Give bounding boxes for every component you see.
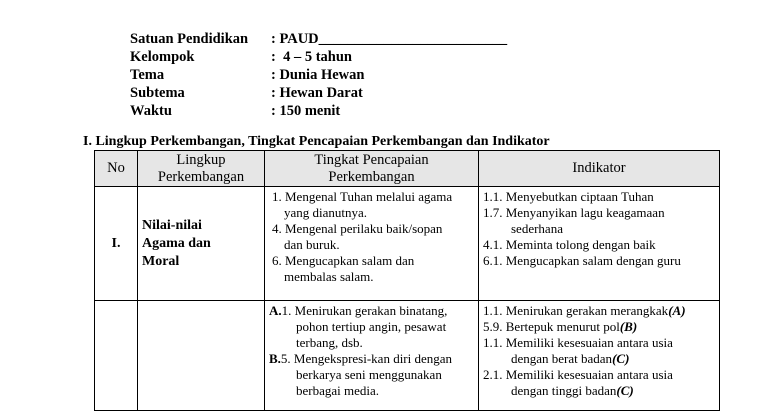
tingkat-item-cont: berkarya seni menggunakan xyxy=(296,367,442,382)
row-indikator xyxy=(479,187,720,301)
meta-value: : 4 – 5 tahun xyxy=(271,49,352,65)
indikator-item-cont: dengan tinggi badan(C) xyxy=(511,383,634,398)
meta-row xyxy=(130,66,507,84)
document-meta xyxy=(130,30,507,120)
tingkat-item-cont: dan buruk. xyxy=(284,237,340,252)
header-lingkup: Lingkup Perkembangan xyxy=(138,151,265,187)
meta-label: Tema xyxy=(130,67,165,83)
header-indikator: Indikator xyxy=(479,151,720,187)
meta-label: Subtema xyxy=(130,85,185,101)
row-indikator xyxy=(479,301,720,411)
header-no: No xyxy=(95,151,138,187)
row-no: I. xyxy=(95,187,138,301)
indikator-item-cont: dengan berat badan(C) xyxy=(511,351,630,366)
row-tingkat xyxy=(265,187,479,301)
tingkat-item: 1. Mengenal Tuhan melalui agama xyxy=(272,189,453,204)
tingkat-item: A.1. Menirukan gerakan binatang, xyxy=(269,303,448,318)
tingkat-item: 6. Mengucapkan salam dan xyxy=(272,253,415,268)
meta-row xyxy=(130,102,507,120)
meta-row xyxy=(130,84,507,102)
meta-label: Satuan Pendidikan xyxy=(130,31,249,47)
row-lingkup: Nilai-nilai Agama dan Moral xyxy=(138,187,265,301)
indikator-item: 1.1. Memiliki kesesuaian antara usia xyxy=(483,335,673,350)
tingkat-item-cont: pohon tertiup angin, pesawat xyxy=(296,319,447,334)
tingkat-item: 4. Mengenal perilaku baik/sopan xyxy=(272,221,443,236)
table-header-row xyxy=(95,151,720,187)
indikator-item-cont: sederhana xyxy=(511,221,563,236)
indikator-item: 4.1. Meminta tolong dengan baik xyxy=(483,237,656,252)
meta-row xyxy=(130,30,507,48)
indikator-item: 1.7. Menyanyikan lagu keagamaan xyxy=(483,205,665,220)
tingkat-item-cont: terbang, dsb. xyxy=(296,335,363,350)
meta-value: : 150 menit xyxy=(271,103,341,119)
indikator-item: 6.1. Mengucapkan salam dengan guru xyxy=(483,253,681,268)
row-no xyxy=(95,301,138,411)
meta-value: : Dunia Hewan xyxy=(271,67,365,83)
indikator-item: 5.9. Bertepuk menurut pol(B) xyxy=(483,319,638,334)
row-lingkup xyxy=(138,301,265,411)
indikator-item: 2.1. Memiliki kesesuaian antara usia xyxy=(483,367,673,382)
section-title: I. Lingkup Perkembangan, Tingkat Pencapaian Perkembangan dan Indikator xyxy=(83,134,550,149)
tingkat-item: B.5. Mengekspresi-kan diri dengan xyxy=(269,351,453,366)
meta-label: Waktu xyxy=(130,103,172,119)
meta-value: : PAUD__________________________ xyxy=(271,31,508,47)
tingkat-item-cont: membalas salam. xyxy=(284,269,374,284)
meta-value: : Hewan Darat xyxy=(271,85,363,101)
tingkat-item-cont: berbagai media. xyxy=(296,383,380,398)
table-row xyxy=(95,187,720,301)
meta-label: Kelompok xyxy=(130,49,195,65)
row-tingkat xyxy=(265,301,479,411)
table-row xyxy=(95,301,720,411)
header-tingkat: Tingkat Pencapaian Perkembangan xyxy=(265,151,479,187)
indikator-item: 1.1. Menyebutkan ciptaan Tuhan xyxy=(483,189,654,204)
indikator-item: 1.1. Menirukan gerakan merangkak(A) xyxy=(483,303,686,318)
tingkat-item-cont: yang dianutnya. xyxy=(284,205,368,220)
meta-row xyxy=(130,48,507,66)
indikator-table xyxy=(94,150,720,411)
